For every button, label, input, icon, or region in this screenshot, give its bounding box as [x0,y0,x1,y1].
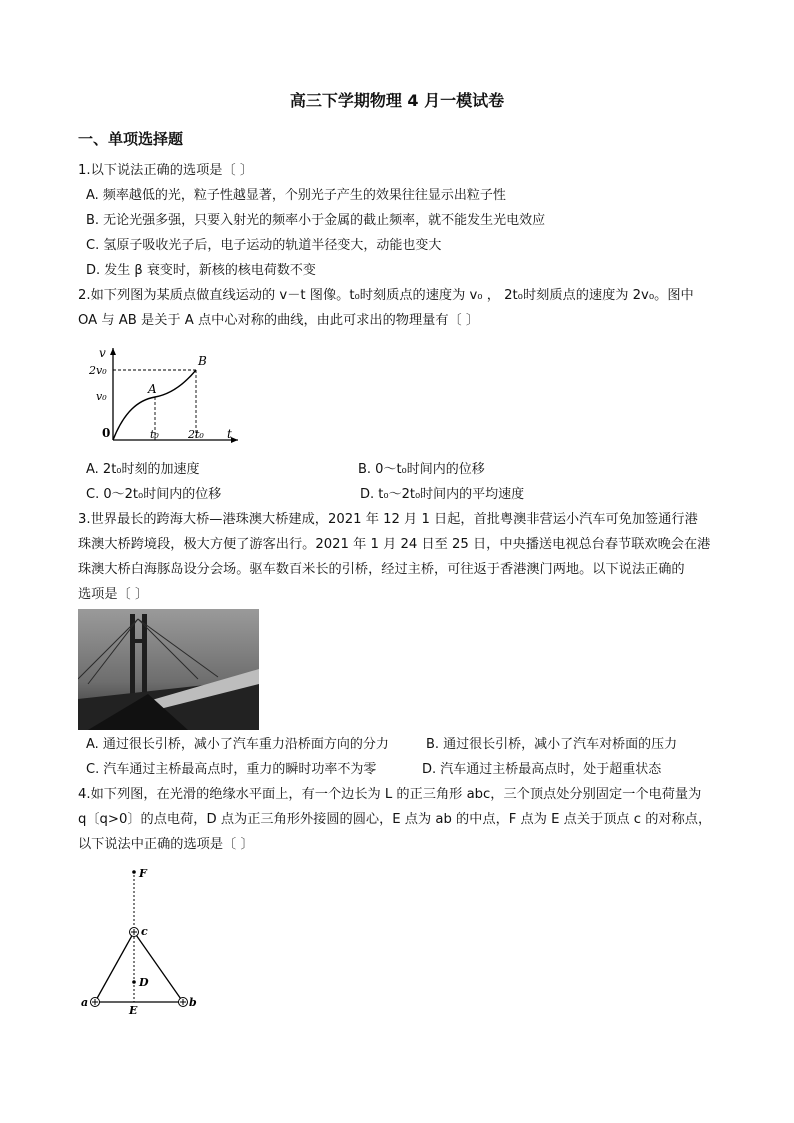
q3-option-b: B. 通过很长引桥，减小了汽车对桥面的压力 [426,737,678,752]
vt-graph [88,340,248,450]
q1-option-d: D. 发生 β 衰变时，新核的核电荷数不变 [86,263,316,278]
side-cb [134,932,183,1002]
side-ca [95,932,134,1002]
origin-label: 0 [102,426,111,440]
q3-option-c: C. 汽车通过主桥最高点时，重力的瞬时功率不为零 [86,762,377,777]
q2-option-a: A. 2t₀时刻的加速度 [86,462,200,477]
q4-stem-line3: 以下说法中正确的选项是〔 〕 [78,837,254,852]
q3-stem-line2: 珠澳大桥跨境段，极大方便了游客出行。2021 年 1 月 24 日至 25 日，中央播送电视总台春节联欢晚会在港 [78,537,711,552]
triangle-figure [78,865,208,1015]
bridge-photo [78,609,259,730]
q2-stem-line2: OA 与 AB 是关于 A 点中心对称的曲线，由此可求出的物理量有〔 〕 [78,313,480,328]
page-title: 高三下学期物理 4 月一模试卷 [289,91,505,110]
point-a-label: A [148,382,157,396]
label-b: b [189,996,197,1009]
point-d [132,980,136,984]
q4-stem-line2: q〔q>0〕的点电荷，D 点为正三角形外接圆的圆心，E 点为 ab 的中点，F 点为 E 点关于顶点 c 的对称点， [78,812,712,827]
tick-2v0: 2v₀ [89,364,107,377]
q2-option-d: D. t₀～2t₀时间内的平均速度 [360,487,525,502]
tick-2t0: 2t₀ [188,428,204,441]
v-axis-label: v [99,346,106,360]
label-f: F [139,867,147,880]
label-a: a [81,996,89,1009]
q1-option-c: C. 氢原子吸收光子后，电子运动的轨道半径变大，动能也变大 [86,238,442,253]
tick-t0: t₀ [150,428,159,441]
q4-stem-line1: 4.如下列图，在光滑的绝缘水平面上，有一个边长为 L 的正三角形 abc，三个顶点处分别固定一个电荷量为 [78,787,702,802]
q1-stem: 1.以下说法正确的选项是〔 〕 [78,163,254,178]
q3-option-a: A. 通过很长引桥，减小了汽车重力沿桥面方向的分力 [86,737,389,752]
q1-option-b: B. 无论光强多强，只要入射光的频率小于金属的截止频率，就不能发生光电效应 [86,213,546,228]
q2-option-c: C. 0～2t₀时间内的位移 [86,487,222,502]
label-d: D [139,976,149,989]
q3-option-d: D. 汽车通过主桥最高点时，处于超重状态 [422,762,662,777]
point-b-label: B [198,354,207,368]
section-heading: 一、单项选择题 [78,130,184,148]
q3-stem-line1: 3.世界最长的跨海大桥—港珠澳大桥建成，2021 年 12 月 1 日起，首批粤澳非营运小汽车可免加签通行港 [78,512,698,527]
q2-stem-line1: 2.如下列图为某质点做直线运动的 v－t 图像。t₀时刻质点的速度为 v₀ ， 2t₀时刻质点的速度为 2v₀。图中 [78,288,694,303]
q2-option-b: B. 0～t₀时间内的位移 [358,462,485,477]
t-axis-label: t [227,427,232,441]
point-f [132,870,136,874]
label-e: E [129,1004,138,1015]
tick-v0: v₀ [96,390,107,403]
q1-option-a: A. 频率越低的光，粒子性越显著，个别光子产生的效果往往显示出粒子性 [86,188,506,203]
label-c: c [141,925,148,938]
q3-stem-line4: 选项是〔 〕 [78,587,149,602]
q3-stem-line3: 珠澳大桥白海豚岛设分会场。驱车数百米长的引桥，经过主桥，可往返于香港澳门两地。以下说法正确的 [78,562,685,577]
